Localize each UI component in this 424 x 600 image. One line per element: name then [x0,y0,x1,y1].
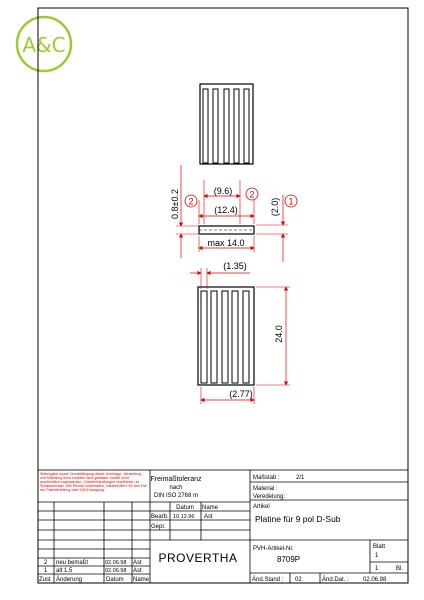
finish-label: Veredelung: [253,494,286,500]
scale-value: 2/1 [296,475,305,481]
material-label: Material : [253,486,278,492]
bearb-name: Ast [204,514,213,520]
rev-1-name: Ast [133,560,142,566]
rev-2-date: 02.06.98 [105,568,127,574]
bearb-date: 10.12.96 [173,514,195,520]
rev-head-change: Änderung [56,577,83,583]
rev-1-date: 02.06.98 [105,560,127,566]
rev-2-zust: 1 [44,568,48,574]
revision-label: Änd.Stand : [252,577,284,583]
col-name: Name [201,505,219,511]
tolerance-line-1: Freimaßtoleranz [150,476,202,483]
tolerance-line-2: nach [169,485,183,491]
article-no-label: PVH-Artikel-Nr. [253,546,294,552]
side-view-part [199,226,254,234]
rev-1-change: neu bemaßt [56,560,89,566]
legal-notice: Weitergabe sowie Vervielfältigung dieser Unterlage, Verwertung und Mitteilung ihres Inhaltes nicht gestattet, soweit nicht ausdrücklich zugestanden. Zuwiderhandlungen verpflichten zu Schadenersatz. Alle Rechte vorbehalten, insbesondere für den Fall der Patenterteilung oder GM-Eintragung. [40,472,147,493]
sheet-no: 1 [375,553,379,559]
dim-height-ref: (2.0) [270,197,280,217]
logo-text: A&C [22,33,66,57]
balloon-2-right-label: 2 [249,189,255,200]
balloon-2-left-label: 2 [188,196,194,207]
dim-width-outer: (12.4) [214,205,238,215]
rev-1-zust: 2 [44,560,48,566]
dim-thickness-tolerance: 0.8±0.2 [170,189,180,219]
gepr-label: Gepr. [151,524,166,530]
company-name: PROVERTHA [158,551,238,565]
sheet-total: 1 [375,566,379,572]
rev-2-change: alt 1.5 [56,568,73,574]
rev-2-name: Ast [133,568,142,574]
tolerance-line-3: DIN ISO 2768 m [153,493,199,499]
change-date-label: Änd.Dat. : [322,577,349,583]
rev-head-zust: Zust [39,577,51,583]
article-no: 8709P [277,555,301,564]
company-logo [17,17,71,71]
bearb-label: Bearb. [151,514,169,520]
rev-head-name: Name [133,577,150,583]
article-label: Artikel [253,504,270,510]
scale-label: Maßstab : [253,475,280,481]
bottom-view-part [198,287,254,385]
sheet-total-unit: Bl. [396,566,404,572]
side-view-dimensions [170,165,297,262]
revision-value: 02 [295,577,302,583]
balloon-1-label: 1 [288,196,294,207]
article-title: Platine für 9 pol D-Sub [255,514,341,524]
dim-max-length: max 14.0 [207,238,245,248]
dim-width-top: (9.6) [213,186,233,196]
rev-head-date: Datum [106,577,124,583]
change-date-value: 02.06.98 [363,577,387,583]
top-view-part [200,84,253,164]
dim-pitch: (1.35) [223,261,247,271]
sheet-label: Blatt [373,544,386,550]
dim-height: 24.0 [274,325,284,343]
col-datum: Datum [176,505,194,511]
dim-lead-width: (2.77) [229,389,253,399]
